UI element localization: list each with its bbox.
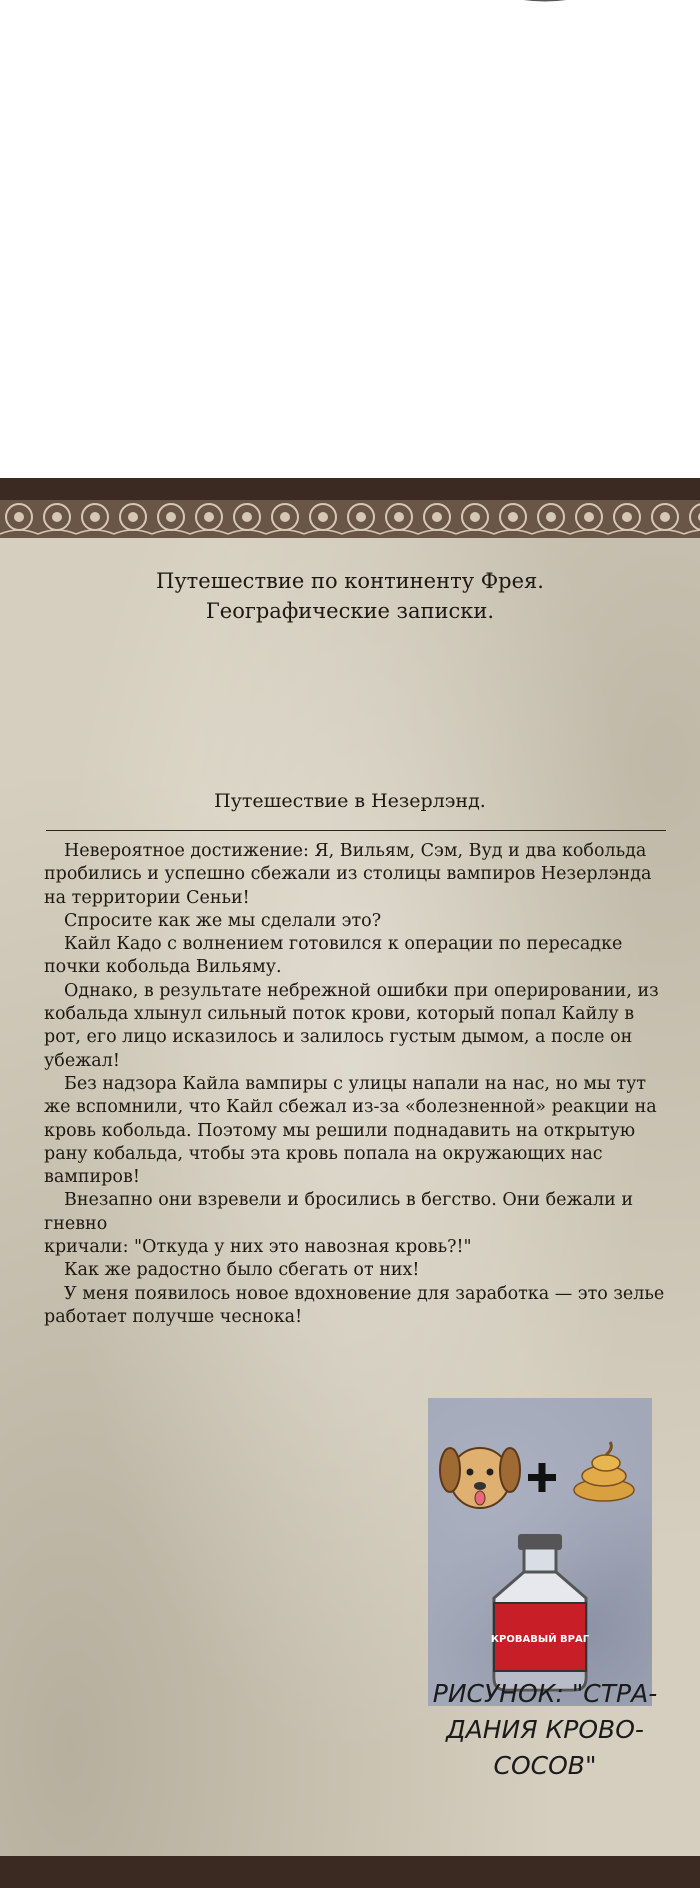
paragraph: Однако, в результате небрежной ошибки при оперировании, из кобальда хлынул сильный поток крови, который попал Кайлу в рот, его лицо исказилось и залилось густым дымом, а после он убежал! [44, 980, 659, 1071]
lace-dot [318, 512, 328, 522]
caption-line: СОСОВ" [493, 1751, 597, 1780]
lace-dot [470, 512, 480, 522]
title-line-1: Путешествие по континенту Фрея. [156, 569, 544, 593]
lace-dot [52, 512, 62, 522]
bottom-border-band [0, 1856, 700, 1888]
caption-line: ДАНИЯ КРОВО- [446, 1715, 644, 1744]
blank-panel-area [0, 0, 700, 478]
lace-dot [394, 512, 404, 522]
paragraph: У меня появилось новое вдохновение для заработка — это зелье работает получше чеснока! [44, 1283, 665, 1327]
paragraph: Спросите как же мы сделали это? [64, 910, 382, 931]
paragraph: Без надзора Кайла вампиры с улицы напали на нас, но мы тут же вспомнили, что Кайл сбежал из-за «болезненной» реакции на кровь кобольда. Поэтому мы решили поднадавить на открытую рану кобальда, чтобы эта кровь попала на окружающих нас вампиров! [44, 1073, 657, 1188]
lace-dot [584, 512, 594, 522]
paragraph: Внезапно они взревели и бросились в бегство. Они бежали и гневно [44, 1190, 633, 1234]
lace-dot [242, 512, 252, 522]
top-border-band [0, 478, 700, 500]
chapter-subtitle: Путешествие в Незерлэнд. [214, 790, 486, 812]
lace-dot [280, 512, 290, 522]
hair-fragment-drawing [445, 0, 645, 24]
lace-dot [622, 512, 632, 522]
illustration-caption [420, 1676, 670, 1784]
title-line-2: Географические записки. [205, 599, 495, 623]
poop-icon [574, 1442, 634, 1501]
paragraph: Невероятное достижение: Я, Вильям, Сэм, Вуд и два кобольда пробились и успешно сбежали из столицы вампиров Незерлэнда на территории Сеньи! [44, 841, 652, 908]
lace-dot [14, 512, 24, 522]
lace-dot [660, 512, 670, 522]
paragraph: Как же радостно было сбегать от них! [64, 1260, 420, 1281]
caption-line: РИСУНОК: "СТРА- [432, 1679, 658, 1708]
lace-dot [432, 512, 442, 522]
page-title [0, 566, 700, 626]
lace-dot [90, 512, 100, 522]
lace-dot [356, 512, 366, 522]
lace-dot [128, 512, 138, 522]
lace-dot [508, 512, 518, 522]
lace-border-ornament [0, 500, 700, 538]
lace-dot [166, 512, 176, 522]
divider-line [46, 830, 666, 831]
lace-dot [204, 512, 214, 522]
parchment-page [0, 478, 700, 1888]
illustration-drawing [428, 1398, 652, 1706]
dog-face-icon [440, 1448, 520, 1508]
plus-icon [528, 1463, 556, 1492]
paragraph: кричали: "Откуда у них это навозная кровь?!" [44, 1237, 472, 1258]
lace-dot [546, 512, 556, 522]
potion-bottle-icon [491, 1534, 590, 1690]
illustration-card [428, 1398, 652, 1706]
paragraph: Кайл Кадо с волнением готовился к операции по пересадке почки кобольда Вильяму. [44, 934, 623, 978]
bottle-label: КРОВАВЫЙ ВРАГ [490, 1634, 590, 1645]
story-text [44, 840, 674, 1329]
